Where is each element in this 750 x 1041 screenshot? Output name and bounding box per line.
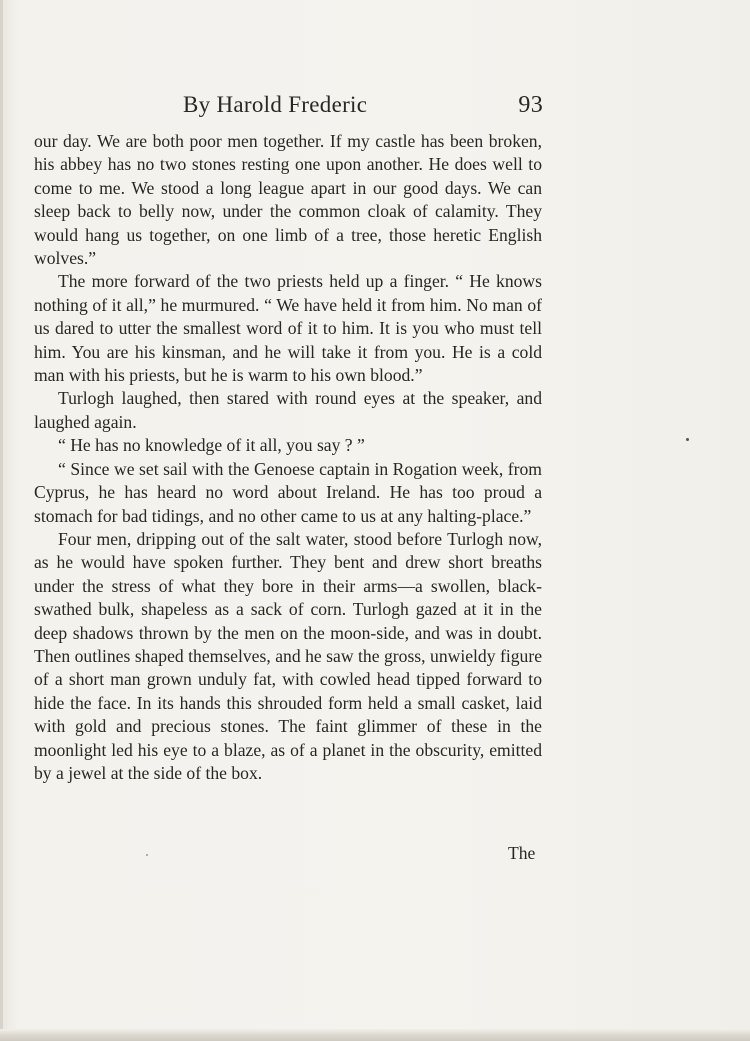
page-number: 93 (518, 92, 543, 118)
running-head (183, 92, 543, 122)
paragraph-4: “ He has no knowledge of it all, you say ? ” (58, 435, 365, 456)
paragraph-5: “ Since we set sail with the Genoese captain in Rogation week, from Cyprus, he has heard no word about Ireland. He has too proud a stomach for bad tidings, and no other came to us at any halting-place.” (34, 458, 542, 526)
body-text (34, 130, 542, 785)
paragraph-3: Turlogh laughed, then stared with round eyes at the speaker, and laughed again. (34, 388, 542, 432)
paragraph-6: Four men, dripping out of the salt water, stood before Turlogh now, as he would have spoken further. They bent and drew short breaths under the stress of what they bore in their arms—a swollen, black-swathed bulk, shapeless as a sack of corn. Turlogh gazed at it in the deep shadows thrown by the men on the moon-side, and was in doubt. Then outlines shaped themselves, and he saw the gross, unwieldy figure of a short man grown unduly fat, with cowled head tipped forward to hide the face. In its hands this shrouded form held a small casket, laid with gold and precious stones. The faint glimmer of these in the moonlight led his eye to a blaze, as of a planet in the obscurity, emitted by a jewel at the side of the box. (34, 528, 542, 783)
page-bottom-edge (0, 1029, 750, 1041)
paragraph-2: The more forward of the two priests held up a finger. “ He knows nothing of it all,” he murmured. “ We have held it from him. No man of us dared to utter the smallest word of it to him. It is you who must tell him. You are his kinsman, and he will take it from you. He is a cold man with his priests, but he is warm to his own blood.” (34, 271, 542, 386)
catchword: The (508, 843, 536, 863)
running-head-author: By Harold Frederic (183, 92, 368, 117)
paper-speck (686, 438, 689, 441)
paper-speck (146, 854, 148, 856)
paragraph-1: our day. We are both poor men together. If my castle has been broken, his abbey has no two stones resting one upon another. He does well to come to me. We stood a long league apart in our good days. We can sleep back to belly now, under the common cloak of calamity. They would hang us together, on one limb of a tree, those heretic English wolves.” (34, 131, 542, 269)
page-gutter (0, 0, 3, 1041)
